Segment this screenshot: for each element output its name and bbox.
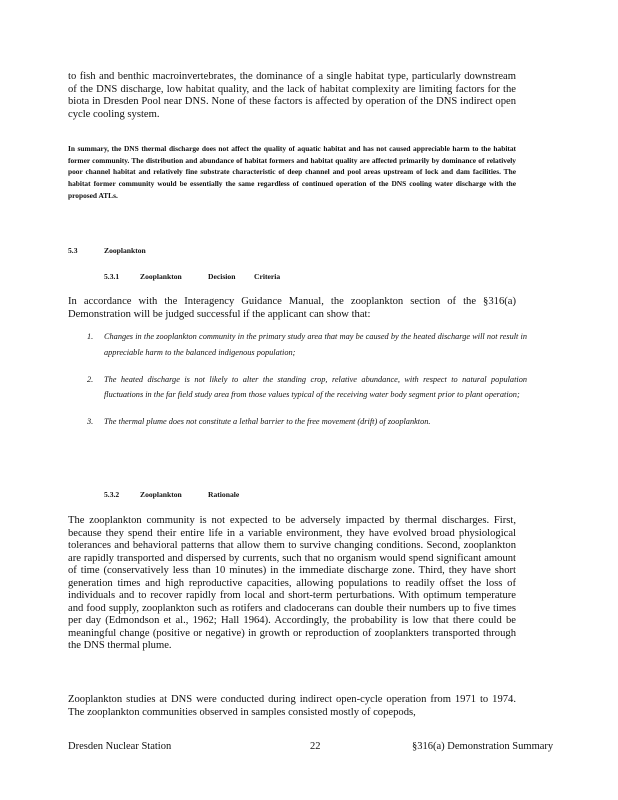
- paragraph-rationale: The zooplankton community is not expected to be adversely impacted by thermal discharges. First, because they spend their entire life in a variable environment, they have evolved broad physiological tolerances and behavioral patterns that allow them to survive changing conditions. Second, zooplankton are rapidly transported and dispersed by currents, such that no organism would spend significant amount of time (conservatively less than 10 minutes) in the immediate discharge zone. Third, they have short generation times and high reproductive capacities, allowing populations to readily offset the loss of individuals and to recover rapidly from local and short-term perturbations. With optimum temperature and food supply, zooplankton such as rotifers and cladocerans can double their numbers up to five times per day (Edmondson et al., 1962; Hall 1964). Accordingly, the probability is low that there could be meaningful change (positive or negative) in growth or reproduction of zooplankters transported through the DNS thermal plume.: [68, 515, 516, 651]
- section-number: 5.3.1: [104, 272, 120, 281]
- section-heading-5-3: [68, 246, 146, 255]
- criteria-text: The thermal plume does not constitute a lethal barrier to the free movement (drift) of zooplankton.: [104, 417, 431, 427]
- criteria-item: [87, 329, 527, 361]
- paragraph-intro: to fish and benthic macroinvertebrates, the dominance of a single habitat type, particularly downstream of the DNS discharge, low habitat quality, and the lack of habitat complexity are limiting factors for the biota in Dresden Pool near DNS. None of these factors is affected by operation of the DNS indirect open cycle cooling system.: [68, 71, 516, 120]
- footer-right: §316(a) Demonstration Summary: [412, 741, 554, 752]
- criteria-list: [87, 329, 527, 441]
- criteria-item: [87, 372, 527, 404]
- criteria-number: 3.: [87, 417, 94, 427]
- footer-left: Dresden Nuclear Station: [68, 741, 172, 752]
- section-title: Zooplankton: [140, 490, 182, 499]
- criteria-text: Changes in the zooplankton community in the primary study area that may be caused by the heated discharge will not result in appreciable harm to the balanced indigenous population;: [104, 332, 527, 357]
- section-title: Zooplankton: [140, 272, 182, 281]
- section-title-word2: Decision: [208, 272, 236, 281]
- paragraph-summary: In summary, the DNS thermal discharge does not affect the quality of aquatic habitat and has not caused appreciable harm to the habitat former community. The distribution and abundance of habitat formers and habitat quality are affected primarily by dominance of relatively poor channel habitat and relatively fine substrate characteristic of deep channel and pool areas upstream of lock and dam facilities. The habitat former community would be essentially the same regardless of continued operation of the DNS cooling water discharge with the proposed ATLs.: [68, 144, 516, 200]
- section-number: 5.3.2: [104, 490, 120, 499]
- criteria-text: The heated discharge is not likely to alter the standing crop, relative abundance, with respect to natural population fluctuations in the far field study area from those values typical of the receiving water body segment prior to plant operation;: [104, 374, 527, 400]
- section-title-word2: Rationale: [208, 490, 240, 499]
- page-number: 22: [310, 741, 321, 752]
- criteria-number: 1.: [87, 332, 94, 341]
- criteria-item: [87, 414, 527, 430]
- criteria-number: 2.: [87, 374, 94, 384]
- section-heading-5-3-1: [104, 272, 280, 281]
- paragraph-studies: Zooplankton studies at DNS were conducted during indirect open-cycle operation from 1971 to 1974. The zooplankton communities observed in samples consisted mostly of copepods,: [68, 694, 516, 718]
- section-heading-5-3-2: [104, 490, 239, 499]
- section-title: Zooplankton: [104, 246, 146, 255]
- section-number: 5.3: [68, 246, 78, 255]
- paragraph-criteria-intro: In accordance with the Interagency Guidance Manual, the zooplankton section of the §316(a) Demonstration will be judged successful if the applicant can show that:: [68, 296, 516, 320]
- section-title-word3: Criteria: [254, 272, 281, 281]
